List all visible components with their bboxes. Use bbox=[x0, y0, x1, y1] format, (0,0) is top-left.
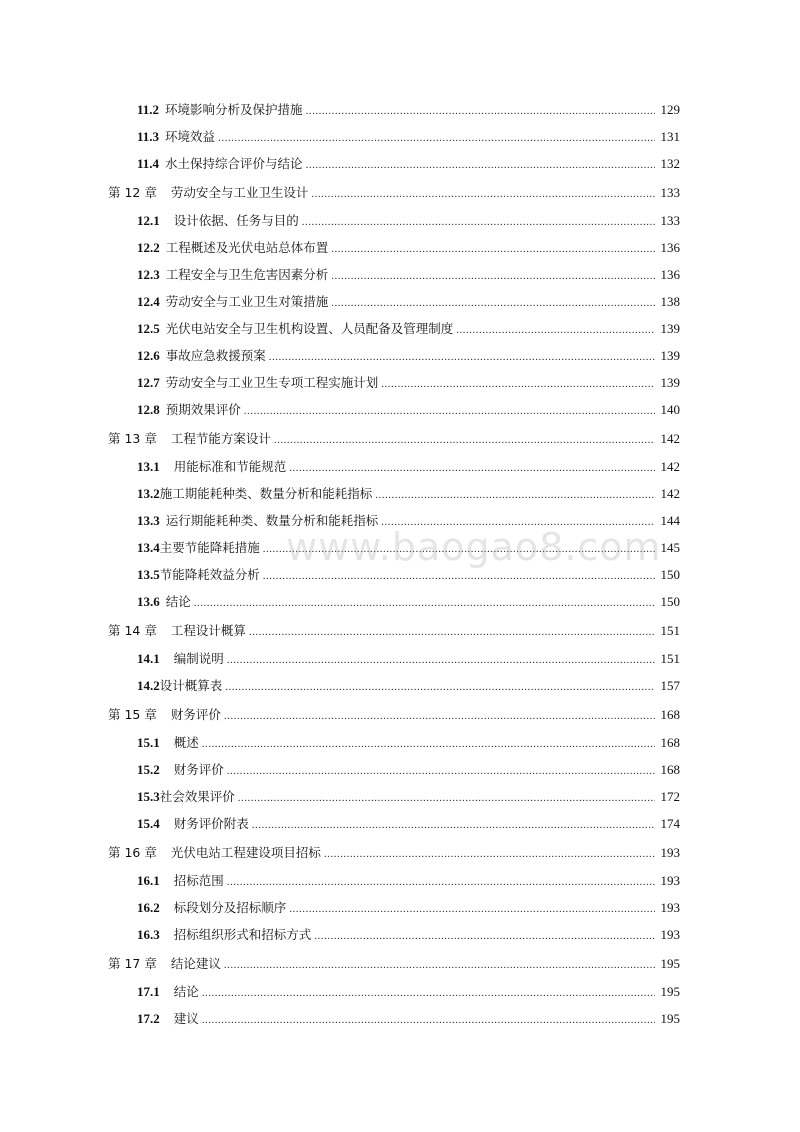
toc-entry-title: 劳动安全与工业卫生设计 bbox=[170, 185, 309, 200]
toc-page-number: 168 bbox=[660, 735, 680, 750]
toc-dot-leader bbox=[238, 790, 655, 806]
toc-entry-number: 17.1 bbox=[137, 984, 160, 999]
toc-entry-number: 第 13 章 bbox=[108, 431, 157, 446]
toc-entry-title: 用能标准和节能规范 bbox=[173, 459, 287, 474]
toc-section-entry[interactable] bbox=[108, 129, 680, 146]
toc-entry-number: 16.2 bbox=[137, 900, 160, 915]
toc-dot-leader bbox=[311, 186, 655, 202]
toc-dot-leader bbox=[227, 763, 655, 779]
toc-entry-title: 结论 bbox=[165, 594, 191, 609]
toc-section-entry[interactable] bbox=[108, 816, 680, 833]
toc-section-entry[interactable] bbox=[108, 540, 680, 557]
toc-page-number: 139 bbox=[660, 375, 680, 390]
toc-entry-title: 工程概述及光伏电站总体布置 bbox=[165, 240, 329, 255]
toc-entry-title: 运行期能耗种类、数量分析和能耗指标 bbox=[165, 513, 379, 528]
toc-entry-title: 环境效益 bbox=[165, 129, 216, 144]
toc-page-number: 193 bbox=[660, 845, 680, 860]
toc-section-entry[interactable] bbox=[108, 651, 680, 668]
toc-entry-title: 工程节能方案设计 bbox=[170, 431, 271, 446]
toc-page-number: 142 bbox=[660, 486, 680, 501]
toc-section-entry[interactable] bbox=[108, 348, 680, 365]
toc-section-entry[interactable] bbox=[108, 594, 680, 611]
toc-entry-title: 工程设计概算 bbox=[170, 623, 246, 638]
toc-entry-number: 17.2 bbox=[137, 1011, 160, 1026]
toc-dot-leader bbox=[375, 487, 655, 503]
toc-entry-title: 施工期能耗种类、数量分析和能耗指标 bbox=[159, 486, 373, 501]
toc-page-number: 172 bbox=[660, 789, 680, 804]
toc-entry-number: 13.4 bbox=[137, 540, 160, 555]
toc-entry-number: 12.5 bbox=[137, 321, 160, 336]
toc-dot-leader bbox=[225, 679, 655, 695]
toc-section-entry[interactable] bbox=[108, 762, 680, 779]
toc-page-number: 145 bbox=[660, 540, 680, 555]
toc-dot-leader bbox=[202, 985, 655, 1001]
toc-page-number: 133 bbox=[660, 185, 680, 200]
toc-entry-title: 工程安全与卫生危害因素分析 bbox=[165, 267, 329, 282]
toc-dot-leader bbox=[381, 376, 655, 392]
toc-entry-number: 15.3 bbox=[137, 789, 160, 804]
toc-page-number: 193 bbox=[660, 900, 680, 915]
toc-entry-title: 设计概算表 bbox=[159, 678, 223, 693]
toc-page-number: 193 bbox=[660, 873, 680, 888]
toc-page-number: 157 bbox=[660, 678, 680, 693]
toc-entry-number: 第 17 章 bbox=[108, 956, 157, 971]
toc-chapter-entry[interactable] bbox=[108, 623, 680, 640]
toc-page-number: 129 bbox=[660, 102, 680, 117]
toc-page-number: 151 bbox=[660, 651, 680, 666]
toc-section-entry[interactable] bbox=[108, 735, 680, 752]
toc-page-number: 139 bbox=[660, 348, 680, 363]
toc-entry-number: 15.2 bbox=[137, 762, 160, 777]
toc-entry-number: 15.1 bbox=[137, 735, 160, 750]
toc-page-number: 168 bbox=[660, 707, 680, 722]
toc-section-entry[interactable] bbox=[108, 240, 680, 257]
toc-dot-leader bbox=[331, 268, 655, 284]
toc-entry-title: 光伏电站安全与卫生机构设置、人员配备及管理制度 bbox=[165, 321, 454, 336]
toc-entry-number: 第 12 章 bbox=[108, 185, 157, 200]
toc-page-number: 132 bbox=[660, 156, 680, 171]
toc-chapter-entry[interactable] bbox=[108, 707, 680, 724]
toc-page-number: 195 bbox=[660, 1011, 680, 1026]
toc-dot-leader bbox=[289, 901, 655, 917]
toc-section-entry[interactable] bbox=[108, 294, 680, 311]
toc-entry-number: 15.4 bbox=[137, 816, 160, 831]
toc-entry-title: 劳动安全与工业卫生对策措施 bbox=[165, 294, 329, 309]
toc-entry-title: 结论建议 bbox=[170, 956, 221, 971]
toc-page-number: 151 bbox=[660, 623, 680, 638]
toc-entry-number: 11.3 bbox=[137, 129, 160, 144]
toc-dot-leader bbox=[331, 241, 655, 257]
toc-entry-title: 财务评价 bbox=[170, 707, 221, 722]
toc-section-entry[interactable] bbox=[108, 984, 680, 1001]
toc-page-number: 150 bbox=[660, 567, 680, 582]
toc-section-entry[interactable] bbox=[108, 459, 680, 476]
toc-entry-title: 招标范围 bbox=[173, 873, 224, 888]
toc-page-number: 195 bbox=[660, 956, 680, 971]
toc-entry-number: 第 14 章 bbox=[108, 623, 157, 638]
toc-page-number: 150 bbox=[660, 594, 680, 609]
toc-entry-title: 光伏电站工程建设项目招标 bbox=[170, 845, 321, 860]
toc-entry-number: 13.2 bbox=[137, 486, 160, 501]
toc-section-entry[interactable] bbox=[108, 927, 680, 944]
toc-entry-number: 12.2 bbox=[137, 240, 160, 255]
toc-entry-number: 11.4 bbox=[137, 156, 160, 171]
toc-section-entry[interactable] bbox=[108, 513, 680, 530]
toc-entry-number: 13.1 bbox=[137, 459, 160, 474]
toc-entry-title: 主要节能降耗措施 bbox=[159, 540, 260, 555]
toc-entry-number: 16.3 bbox=[137, 927, 160, 942]
toc-page-number: 144 bbox=[660, 513, 680, 528]
toc-dot-leader bbox=[244, 403, 655, 419]
toc-entry-number: 16.1 bbox=[137, 873, 160, 888]
toc-section-entry[interactable] bbox=[108, 321, 680, 338]
toc-chapter-entry[interactable] bbox=[108, 185, 680, 202]
toc-entry-number: 第 15 章 bbox=[108, 707, 157, 722]
toc-dot-leader bbox=[227, 652, 655, 668]
toc-section-entry[interactable] bbox=[108, 789, 680, 806]
toc-entry-title: 水土保持综合评价与结论 bbox=[165, 156, 303, 171]
toc-dot-leader bbox=[306, 103, 655, 119]
toc-dot-leader bbox=[252, 817, 655, 833]
toc-page-number: 136 bbox=[660, 267, 680, 282]
toc-chapter-entry[interactable] bbox=[108, 431, 680, 448]
toc-entry-number: 12.6 bbox=[137, 348, 160, 363]
toc-entry-title: 财务评价 bbox=[173, 762, 224, 777]
toc-dot-leader bbox=[227, 874, 655, 890]
toc-page-number: 136 bbox=[660, 240, 680, 255]
toc-section-entry[interactable] bbox=[108, 678, 680, 695]
toc-dot-leader bbox=[224, 708, 655, 724]
toc-dot-leader bbox=[202, 736, 655, 752]
toc-section-entry[interactable] bbox=[108, 486, 680, 503]
toc-chapter-entry[interactable] bbox=[108, 956, 680, 973]
toc-page-number: 142 bbox=[660, 459, 680, 474]
toc-section-entry[interactable] bbox=[108, 567, 680, 584]
toc-dot-leader bbox=[269, 349, 655, 365]
toc-entry-title: 招标组织形式和招标方式 bbox=[173, 927, 312, 942]
toc-page-number: 131 bbox=[660, 129, 680, 144]
toc-entry-number: 12.8 bbox=[137, 402, 160, 417]
toc-entry-title: 劳动安全与工业卫生专项工程实施计划 bbox=[165, 375, 379, 390]
toc-section-entry[interactable] bbox=[108, 1011, 680, 1028]
toc-entry-number: 14.1 bbox=[137, 651, 160, 666]
toc-entry-title: 设计依据、任务与目的 bbox=[173, 213, 299, 228]
toc-section-entry[interactable] bbox=[108, 213, 680, 230]
toc-page-number: 168 bbox=[660, 762, 680, 777]
toc-dot-leader bbox=[314, 928, 655, 944]
toc-dot-leader bbox=[249, 624, 655, 640]
toc-entry-title: 财务评价附表 bbox=[173, 816, 249, 831]
toc-entry-number: 13.3 bbox=[137, 513, 160, 528]
toc-page-number: 133 bbox=[660, 213, 680, 228]
toc-entry-title: 事故应急救援预案 bbox=[165, 348, 266, 363]
toc-entry-title: 概述 bbox=[173, 735, 199, 750]
toc-entry-title: 建议 bbox=[173, 1011, 199, 1026]
toc-section-entry[interactable] bbox=[108, 156, 680, 173]
toc-page-number: 195 bbox=[660, 984, 680, 999]
toc-entry-title: 编制说明 bbox=[173, 651, 224, 666]
toc-section-entry[interactable] bbox=[108, 900, 680, 917]
toc-entry-title: 结论 bbox=[173, 984, 199, 999]
toc-section-entry[interactable] bbox=[108, 375, 680, 392]
toc-dot-leader bbox=[456, 322, 655, 338]
toc-section-entry[interactable] bbox=[108, 267, 680, 284]
toc-dot-leader bbox=[194, 595, 655, 611]
toc-dot-leader bbox=[289, 460, 655, 476]
toc-dot-leader bbox=[202, 1012, 655, 1028]
toc-page-number: 193 bbox=[660, 927, 680, 942]
toc-section-entry[interactable] bbox=[108, 102, 680, 119]
toc-chapter-entry[interactable] bbox=[108, 845, 680, 862]
toc-entry-number: 12.3 bbox=[137, 267, 160, 282]
toc-dot-leader bbox=[306, 157, 655, 173]
toc-dot-leader bbox=[324, 846, 655, 862]
toc-section-entry[interactable] bbox=[108, 402, 680, 419]
toc-entry-number: 12.4 bbox=[137, 294, 160, 309]
toc-dot-leader bbox=[263, 568, 655, 584]
toc-entry-title: 节能降耗效益分析 bbox=[159, 567, 260, 582]
toc-entry-title: 标段划分及招标顺序 bbox=[173, 900, 287, 915]
toc-dot-leader bbox=[224, 957, 655, 973]
toc-page-number: 138 bbox=[660, 294, 680, 309]
toc-section-entry[interactable] bbox=[108, 873, 680, 890]
toc-entry-title: 环境影响分析及保护措施 bbox=[165, 102, 303, 117]
toc-entry-number: 14.2 bbox=[137, 678, 160, 693]
toc-dot-leader bbox=[381, 514, 655, 530]
toc-entry-number: 13.6 bbox=[137, 594, 160, 609]
toc-page-number: 174 bbox=[660, 816, 680, 831]
toc-page-number: 142 bbox=[660, 431, 680, 446]
toc-dot-leader bbox=[263, 541, 655, 557]
toc-dot-leader bbox=[331, 295, 655, 311]
toc-entry-number: 第 16 章 bbox=[108, 845, 157, 860]
toc-entry-title: 预期效果评价 bbox=[165, 402, 241, 417]
toc-entry-title: 社会效果评价 bbox=[159, 789, 235, 804]
toc-dot-leader bbox=[218, 130, 655, 146]
toc-entry-number: 11.2 bbox=[137, 102, 160, 117]
toc-entry-number: 13.5 bbox=[137, 567, 160, 582]
toc-page-number: 139 bbox=[660, 321, 680, 336]
toc-page-number: 140 bbox=[660, 402, 680, 417]
toc-entry-number: 12.7 bbox=[137, 375, 160, 390]
watermark: www.baogao8.com bbox=[286, 525, 662, 569]
toc-entry-number: 12.1 bbox=[137, 213, 160, 228]
toc-dot-leader bbox=[274, 432, 655, 448]
toc-dot-leader bbox=[302, 214, 655, 230]
